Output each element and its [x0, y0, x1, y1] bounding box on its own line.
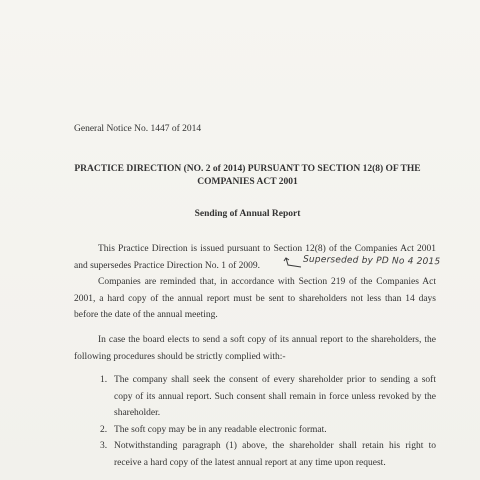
list-item-text: The soft copy may be in any readable electronic format. — [114, 424, 327, 435]
paragraph-2 — [74, 274, 436, 324]
paragraph-3-text: In case the board elects to send a soft copy of its annual report to the shareholders, the following procedures should be strictly complied with:- — [74, 335, 436, 362]
list-item-number: 3. — [100, 441, 108, 451]
list-item-text: Notwithstanding paragraph (1) above, the shareholder shall retain his right to receive a hard copy of the latest annual report at any time upon request. — [114, 441, 436, 468]
document-subtitle: Sending of Annual Report — [194, 209, 301, 219]
list-item-number: 1. — [100, 375, 108, 385]
list-item — [100, 422, 436, 439]
procedure-list — [100, 372, 436, 471]
general-notice-number: General Notice No. 1447 of 2014 — [74, 124, 202, 134]
list-item — [100, 372, 436, 422]
list-item-number: 2. — [100, 424, 108, 435]
handwritten-annotation — [283, 254, 443, 276]
paragraph-1-text: This Practice Direction is issued pursuant to Section 12(8) of the Companies Act 2001 and supersedes Practice Direction No. 1 of 2009. — [74, 244, 436, 271]
list-item-text: The company shall seek the consent of every shareholder prior to sending a soft copy of its annual report. Such consent shall remain in force unless revoked by the shareholder. — [114, 375, 436, 418]
list-item — [100, 438, 436, 471]
document-title: PRACTICE DIRECTION (NO. 2 of 2014) PURSUANT TO SECTION 12(8) OF THE COMPANIES ACT 2001 — [74, 164, 421, 187]
handwritten-arrow-icon — [283, 254, 305, 272]
annotation-text: Superseded by PD No 4 2015 — [302, 254, 441, 268]
paragraph-2-text: Companies are reminded that, in accordance with Section 219 of the Companies Act 2001, a hard copy of the annual report must be sent to shareholders not less than 14 days before the date of the annual meeting. — [74, 277, 436, 320]
paragraph-3 — [74, 332, 436, 365]
